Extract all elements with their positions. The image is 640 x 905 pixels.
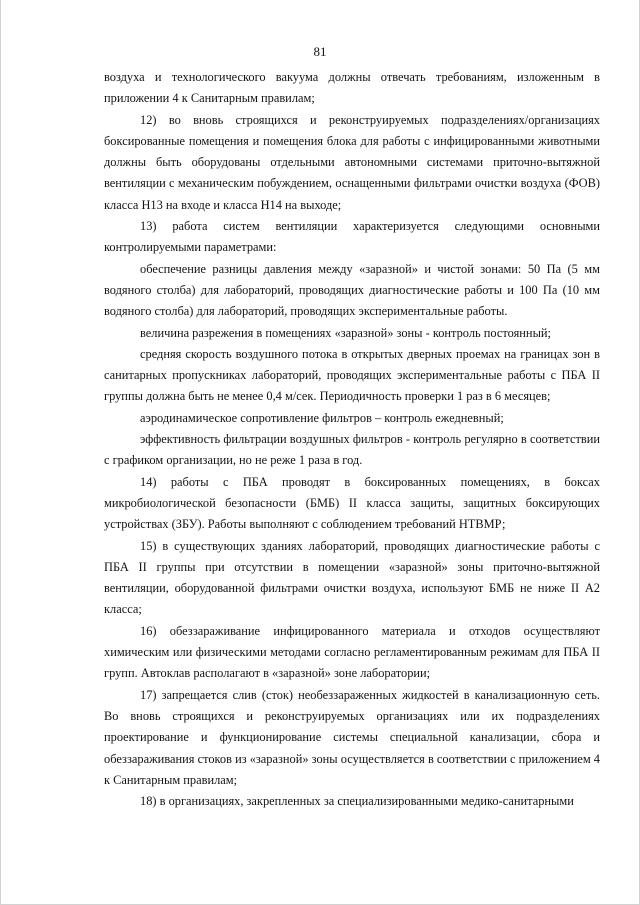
paragraph-air-velocity: средняя скорость воздушного потока в открытых дверных проемах на границах зон в санитарных пропускниках лабораторий, проводящих экспериментальные работы с ПБА II группы должна быть не менее 0,4 м/сек. Периодичность проверки 1 раз в 6 месяцев;	[104, 346, 600, 404]
paragraph-vacuum-control: величина разрежения в помещениях «заразной» зоны - контроль постоянный;	[140, 325, 551, 340]
paragraph-item-12: 12) во вновь строящихся и реконструируемых подразделениях/организациях боксированные помещения и помещения блока для работы с инфицированными животными должны быть оборудованы отдельными автономными системами приточно-вытяжной вентиляции с механическим побуждением, оснащенными фильтрами очистки воздуха (ФОВ) класса Н13 на входе и класса Н14 на выходе;	[104, 112, 600, 212]
paragraph-item-14: 14) работы с ПБА проводят в боксированных помещениях, в боксах микробиологической безопасности (БМБ) II класса защиты, защитных боксирующих устройствах (ЗБУ). Работы выполняют с соблюдением требований НТВМР;	[104, 474, 600, 532]
paragraph-item-15: 15) в существующих зданиях лабораторий, проводящих диагностические работы с ПБА II группы при отсутствии в помещении «заразной» зоны приточно-вытяжной вентиляции, оборудованной фильтрами очистки воздуха, используют БМБ не ниже II А2 класса;	[104, 538, 600, 617]
paragraph-item-13: 13) работа систем вентиляции характеризуется следующими основными контролируемыми параметрами:	[104, 219, 600, 255]
paragraph-pressure-difference: обеспечение разницы давления между «заразной» и чистой зонами: 50 Па (5 мм водяного столба) для лабораторий, проводящих диагностические работы и 100 Па (10 мм водяного столба) для лабораторий, проводящих экспериментальные работы.	[104, 261, 600, 319]
paragraph-item-16: 16) обеззараживание инфицированного материала и отходов осуществляют химическим или физическими методами согласно регламентированным режимам для ПБА II групп. Автоклав располагают в «заразной» зоне лаборатории;	[104, 623, 600, 681]
paragraph-filter-efficiency: эффективность фильтрации воздушных фильтров - контроль регулярно в соответствии с графиком организации, но не реже 1 раза в год.	[104, 432, 600, 468]
document-body	[104, 67, 600, 812]
paragraph-item-17: 17) запрещается слив (сток) необеззараженных жидкостей в канализационную сеть. Во вновь строящихся и реконструируемых организациях или их подразделениях проектирование и функционирование системы специальной канализации, сбора и обеззараживания стоков из «заразной» зоны осуществляется в соответствии с приложением 4 к Санитарным правилам;	[104, 687, 600, 787]
paragraph-continued: воздуха и технологического вакуума должны отвечать требованиям, изложенным в приложении 4 к Санитарным правилам;	[104, 70, 600, 106]
paragraph-filter-resistance: аэродинамическое сопротивление фильтров – контроль ежедневный;	[140, 410, 504, 425]
paragraph-item-18: 18) в организациях, закрепленных за специализированными медико-санитарными	[140, 794, 574, 809]
page-number: 81	[313, 44, 327, 59]
